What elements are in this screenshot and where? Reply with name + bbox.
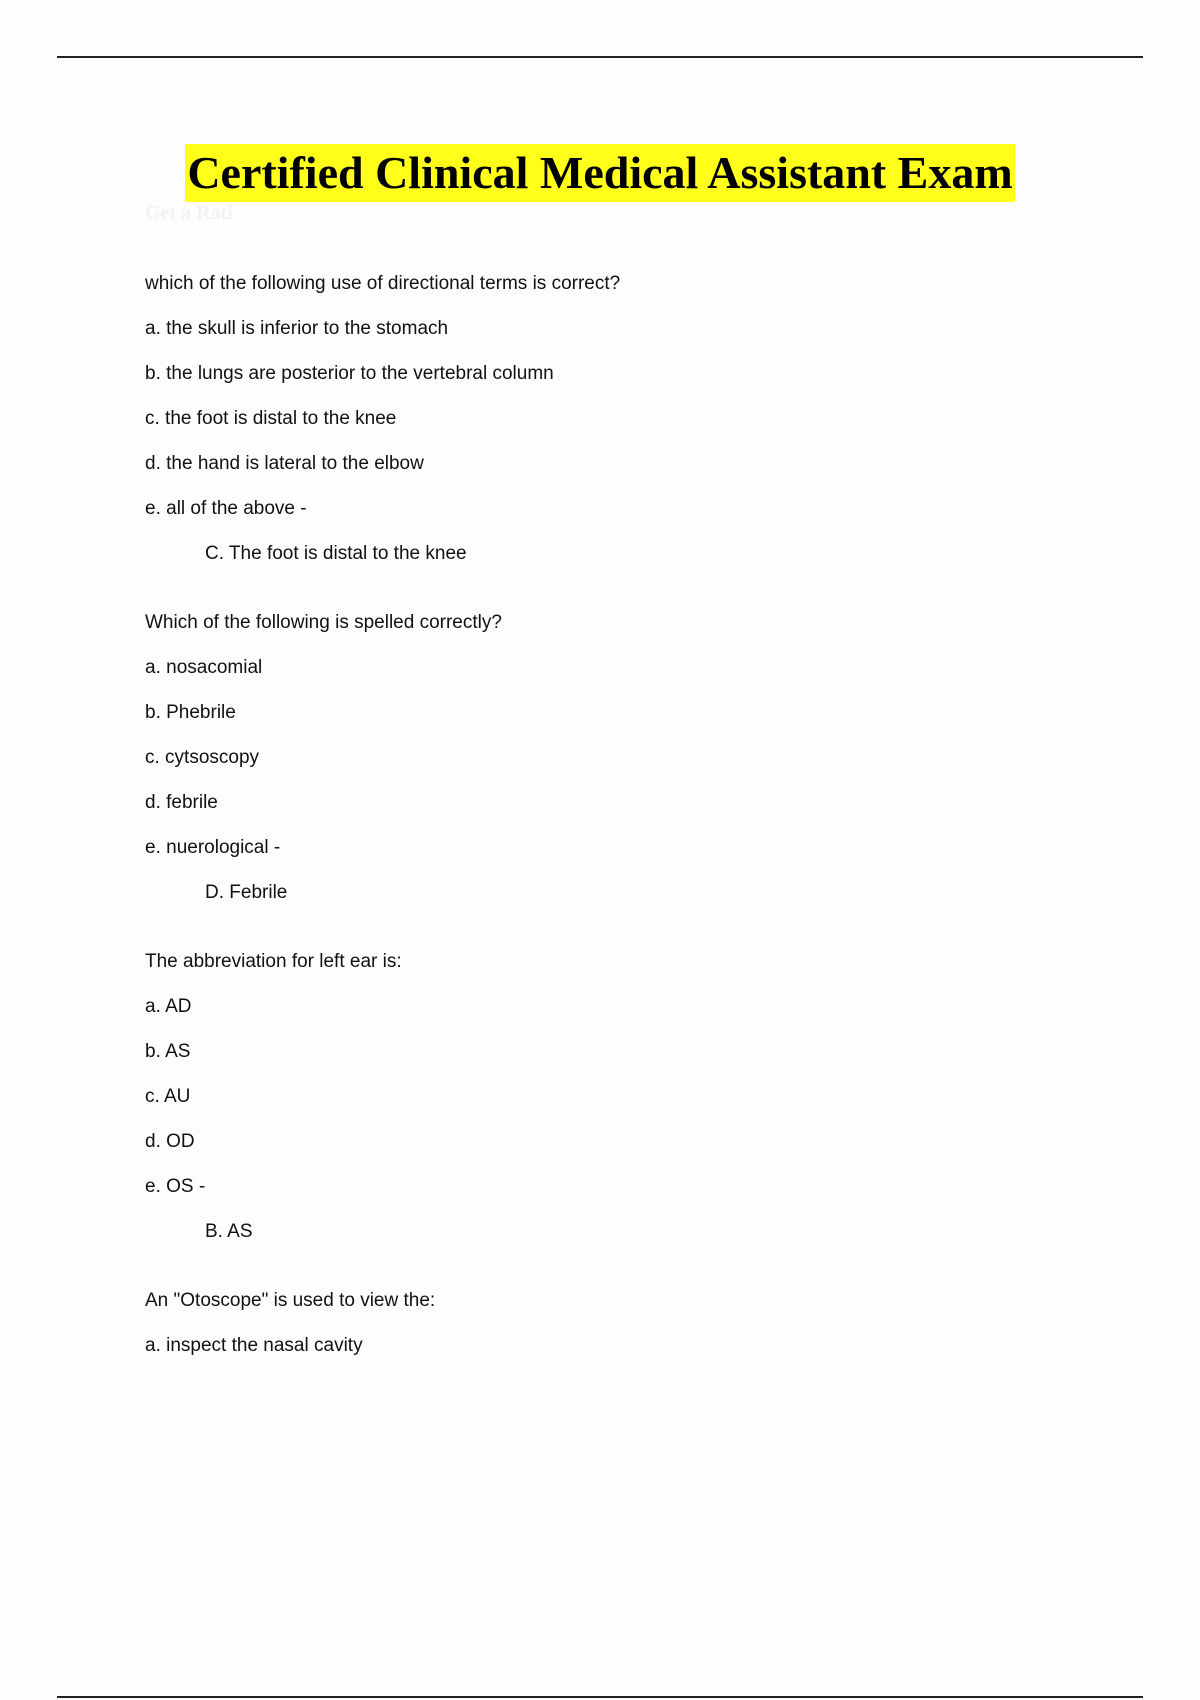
correct-answer: B. AS <box>205 1221 253 1242</box>
correct-answer: C. The foot is distal to the knee <box>205 543 467 564</box>
question-text: The abbreviation for left ear is: <box>145 951 402 972</box>
bottom-rule <box>57 1696 1143 1698</box>
document-title: Certified Clinical Medical Assistant Exam <box>185 144 1014 202</box>
answer-option: a. nosacomial <box>145 657 263 678</box>
answer-option: a. inspect the nasal cavity <box>145 1335 363 1356</box>
question-text: An "Otoscope" is used to view the: <box>145 1290 436 1311</box>
correct-answer: D. Febrile <box>205 882 288 903</box>
question-list <box>145 272 1145 1403</box>
answer-option: e. OS - <box>145 1176 206 1197</box>
answer-option: d. febrile <box>145 792 218 813</box>
answer-option: e. all of the above - <box>145 498 307 519</box>
top-rule <box>57 56 1143 58</box>
title-container <box>0 144 1200 202</box>
answer-option: d. OD <box>145 1131 195 1152</box>
question-block <box>145 611 1145 926</box>
faint-watermark-text: Get a Rati <box>145 202 233 224</box>
answer-option: a. AD <box>145 996 192 1017</box>
question-block <box>145 272 1145 587</box>
answer-option: e. nuerological - <box>145 837 281 858</box>
answer-option: b. Phebrile <box>145 702 236 723</box>
answer-option: b. the lungs are posterior to the vertebral column <box>145 363 554 384</box>
answer-option: d. the hand is lateral to the elbow <box>145 453 424 474</box>
question-text: which of the following use of directional terms is correct? <box>145 273 621 294</box>
question-text: Which of the following is spelled correctly? <box>145 612 502 633</box>
question-block <box>145 950 1145 1265</box>
answer-option: c. the foot is distal to the knee <box>145 408 397 429</box>
answer-option: c. cytsoscopy <box>145 747 260 768</box>
question-block <box>145 1289 1145 1379</box>
answer-option: a. the skull is inferior to the stomach <box>145 318 449 339</box>
answer-option: c. AU <box>145 1086 191 1107</box>
answer-option: b. AS <box>145 1041 191 1062</box>
